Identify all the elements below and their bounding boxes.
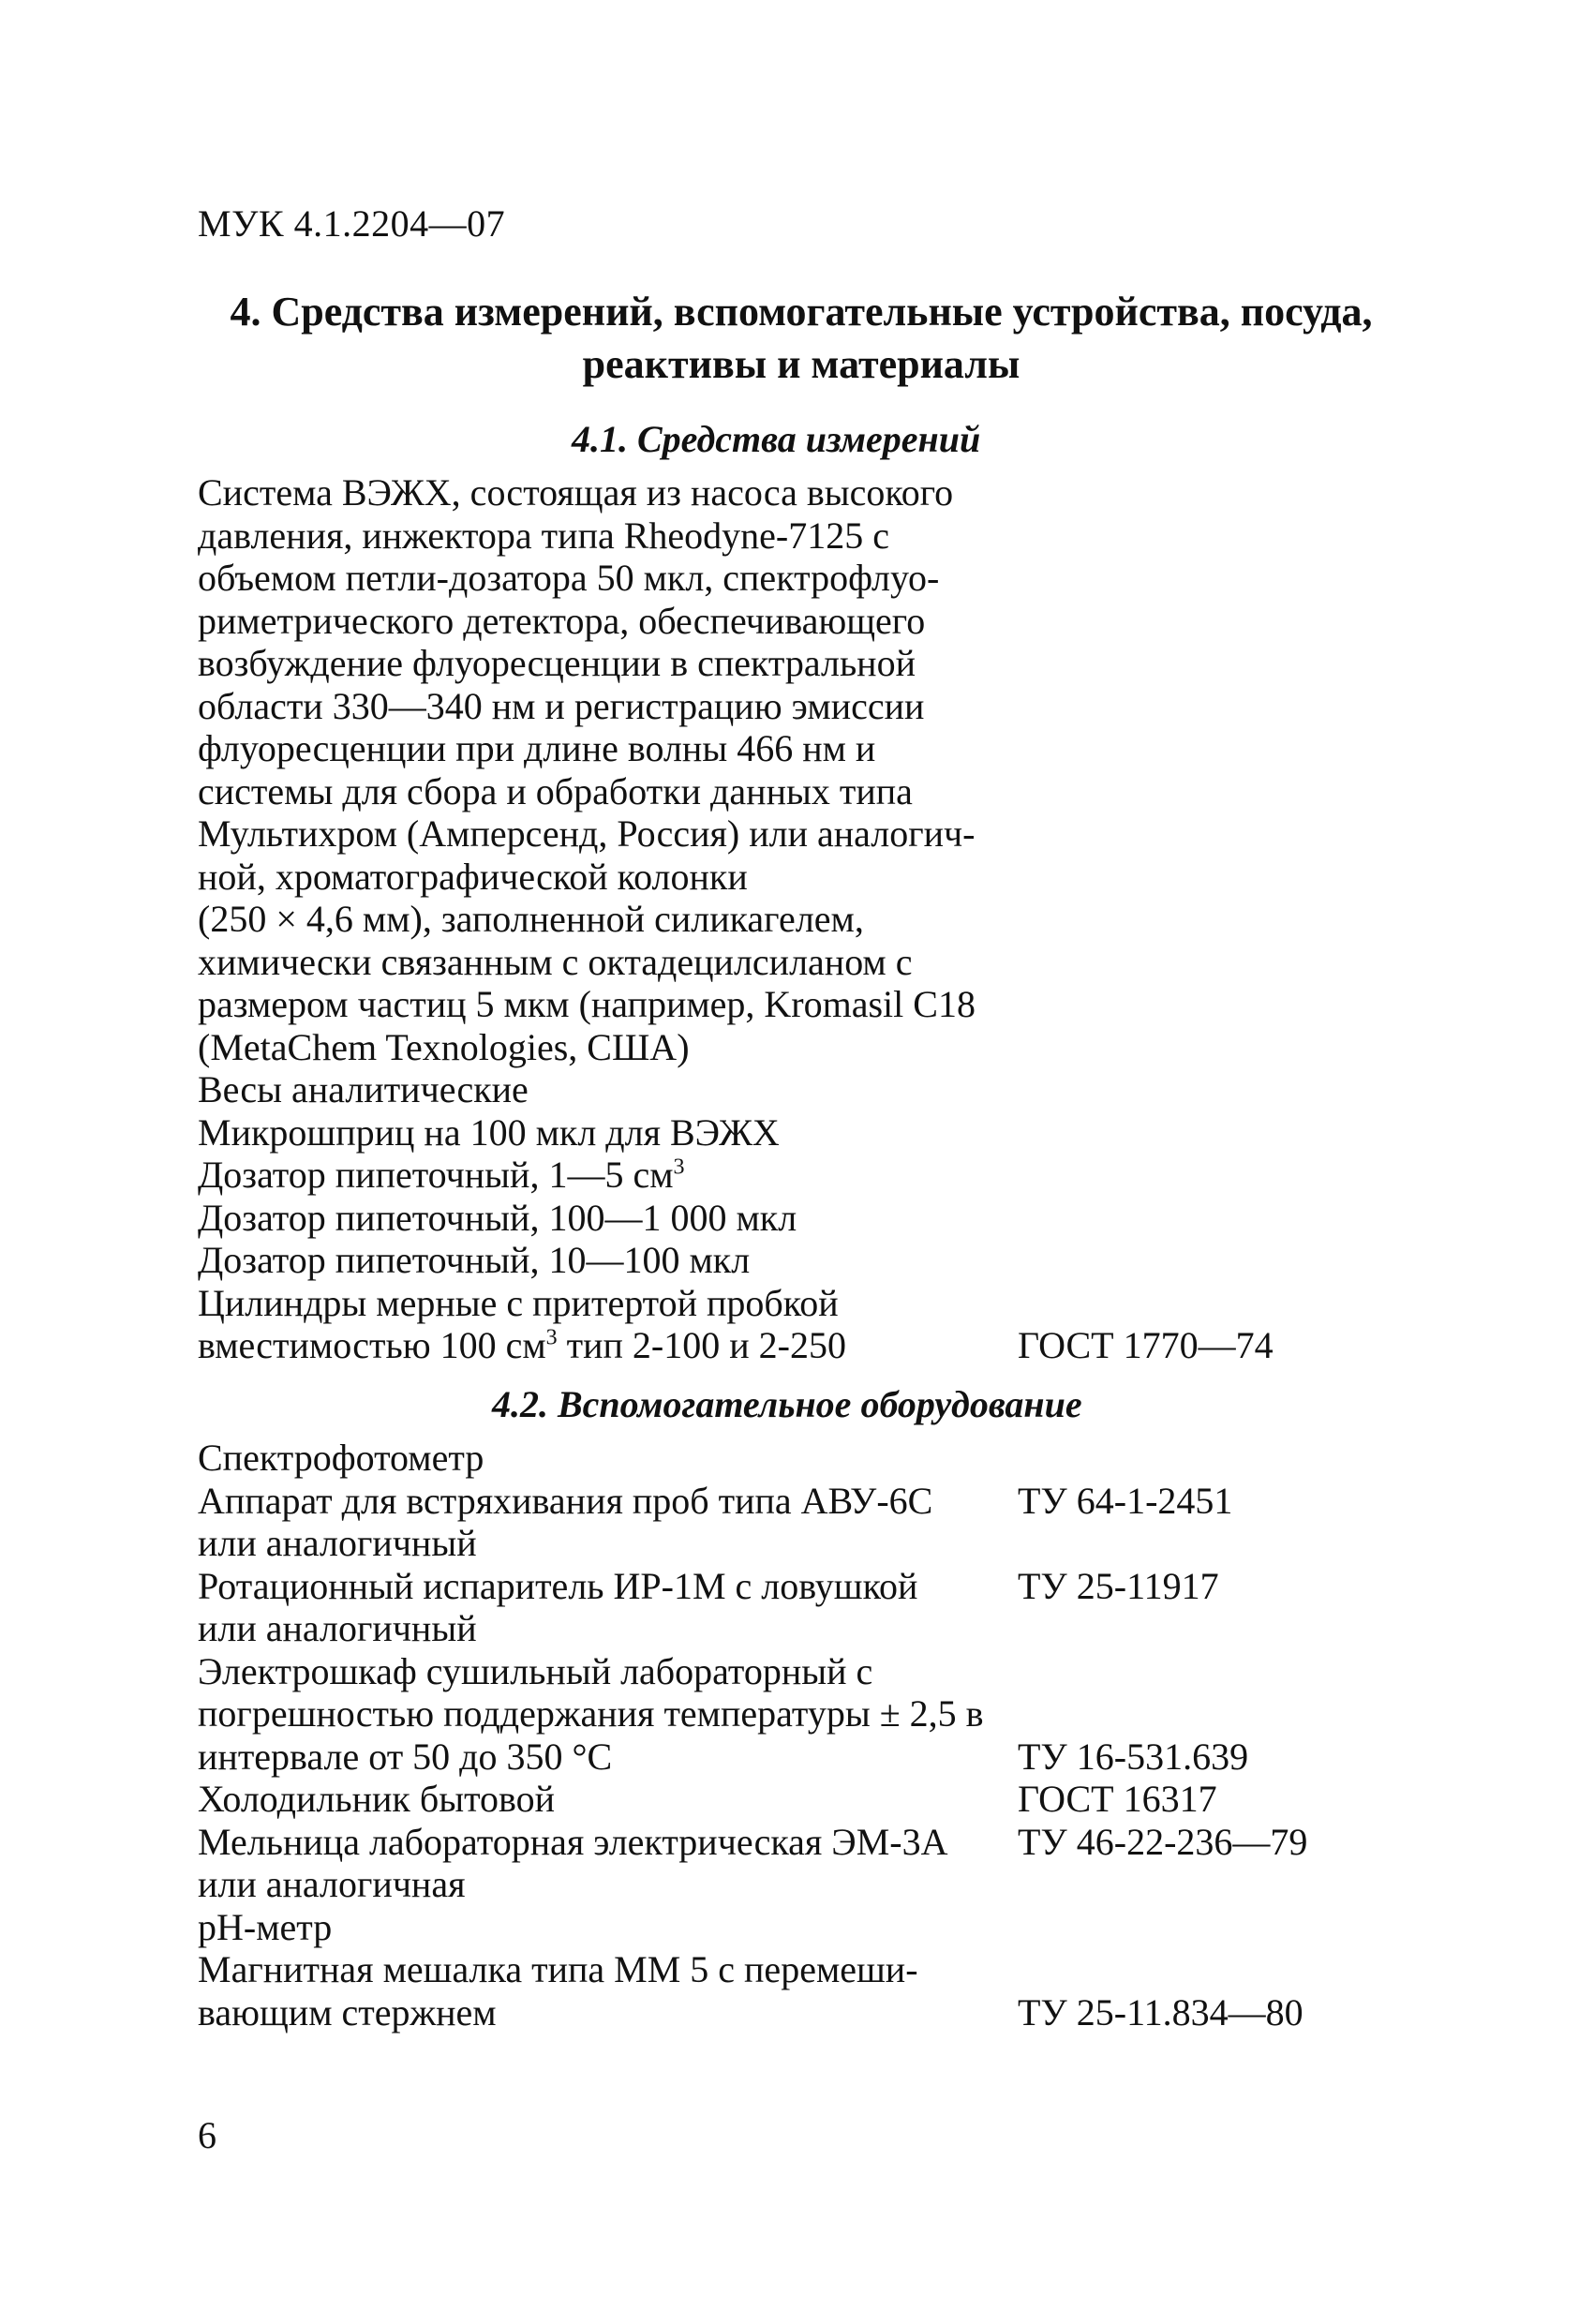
balance-item: Весы аналитические <box>198 1068 529 1110</box>
list-item: объемом петли-дозатора 50 мкл, спектрофлуо- <box>198 557 940 599</box>
oven-row <box>198 1736 1416 1779</box>
equipment-list <box>198 1437 1416 2034</box>
mill-line-2: или аналогичная <box>198 1863 466 1905</box>
mill-row <box>198 1821 1416 1864</box>
list-item: размером частиц 5 мкм (например, Kromasil C18 <box>198 983 976 1025</box>
measurements-list <box>198 471 1416 1367</box>
cylinders-line-2 <box>198 1324 1018 1367</box>
subsection-title-measurements: 4.1. Средства измерений <box>572 418 981 460</box>
fridge-standard: ГОСТ 16317 <box>1018 1778 1217 1820</box>
oven-line-3: интервале от 50 до 350 °С <box>198 1735 613 1778</box>
list-item: (250 × 4,6 мм), заполненной силикагелем, <box>198 898 864 940</box>
cylinders-standard: ГОСТ 1770—74 <box>1018 1324 1274 1366</box>
oven-line-1: Электрошкаф сушильный лабораторный с <box>198 1649 873 1692</box>
shaker-standard: ТУ 64-1-2451 <box>1018 1479 1233 1522</box>
fridge-row <box>198 1778 1416 1821</box>
shaker-line-1: Аппарат для встряхивания проб типа АВУ-6С <box>198 1479 933 1522</box>
page-number: 6 <box>198 2114 216 2156</box>
list-item: давления, инжектора типа Rheodyne-7125 с <box>198 514 889 557</box>
subsection-title-equipment: 4.2. Вспомогательное оборудование <box>492 1383 1082 1425</box>
list-item: системы для сбора и обработки данных типа <box>198 769 913 812</box>
oven-standard: ТУ 16-531.639 <box>1018 1735 1249 1778</box>
section-title-line-1: 4. Средства измерений, вспомогательные устройства, посуда, <box>230 289 1373 335</box>
list-item: ной, хроматографической колонки <box>198 855 748 898</box>
superscript: 3 <box>545 1325 558 1350</box>
list-item: химически связанным с октадецилсиланом с <box>198 940 913 983</box>
cylinders-row <box>198 1324 1416 1367</box>
stirrer-line-2: вающим стержнем <box>198 1990 497 2034</box>
stirrer-line-1: Магнитная мешалка типа ММ 5 с перемеши- <box>198 1948 918 1990</box>
dispenser-1-item <box>198 1154 1416 1197</box>
evaporator-line-2: или аналогичный <box>198 1607 477 1649</box>
mill-standard: ТУ 46-22-236—79 <box>1018 1820 1308 1863</box>
dispenser-3-item: Дозатор пипеточный, 10—100 мкл <box>198 1239 751 1281</box>
list-item: Система ВЭЖХ, состоящая из насоса высокого <box>198 471 954 514</box>
hplc-system-description <box>198 471 1018 1068</box>
dispenser-1-text: Дозатор пипеточный, 1—5 см <box>198 1154 674 1196</box>
stirrer-standard: ТУ 25-11.834—80 <box>1018 1990 1304 2034</box>
document-code: МУК 4.1.2204—07 <box>198 202 506 245</box>
dispenser-2-item: Дозатор пипеточный, 100—1 000 мкл <box>198 1196 797 1239</box>
list-item: Мультихром (Амперсенд, Россия) или аналогич- <box>198 812 976 855</box>
oven-line-2: погрешностью поддержания температуры ± 2,5 в <box>198 1692 984 1735</box>
superscript: 3 <box>673 1155 685 1180</box>
evaporator-line-1: Ротационный испаритель ИР-1М с ловушкой <box>198 1564 918 1607</box>
list-item: возбуждение флуоресценции в спектральной <box>198 642 916 684</box>
section-title-line-2: реактивы и материалы <box>582 341 1020 387</box>
ph-meter-item: рН-метр <box>198 1905 333 1948</box>
mill-line-1: Мельница лабораторная электрическая ЭМ-3А <box>198 1820 948 1863</box>
evaporator-row <box>198 1565 1416 1608</box>
list-item: флуоресценции при длине волны 466 нм и <box>198 727 876 769</box>
section-title <box>187 286 1415 391</box>
list-item: области 330—340 нм и регистрацию эмиссии <box>198 684 925 727</box>
shaker-line-2: или аналогичный <box>198 1522 477 1564</box>
cylinders-text-a: вместимостью 100 см <box>198 1324 546 1366</box>
list-item: риметрического детектора, обеспечивающего <box>198 599 926 642</box>
shaker-row <box>198 1480 1416 1523</box>
fridge-item: Холодильник бытовой <box>198 1778 556 1820</box>
spectrophotometer-item: Спектрофотометр <box>198 1437 484 1479</box>
microsyringe-item: Микрошприц на 100 мкл для ВЭЖХ <box>198 1110 780 1154</box>
list-item: (MetaChem Texnologies, США) <box>198 1025 690 1068</box>
stirrer-row <box>198 1991 1416 2034</box>
cylinders-text-b: тип 2-100 и 2-250 <box>557 1324 846 1366</box>
evaporator-standard: ТУ 25-11917 <box>1018 1564 1219 1607</box>
cylinders-line-1: Цилиндры мерные с притертой пробкой <box>198 1281 839 1324</box>
